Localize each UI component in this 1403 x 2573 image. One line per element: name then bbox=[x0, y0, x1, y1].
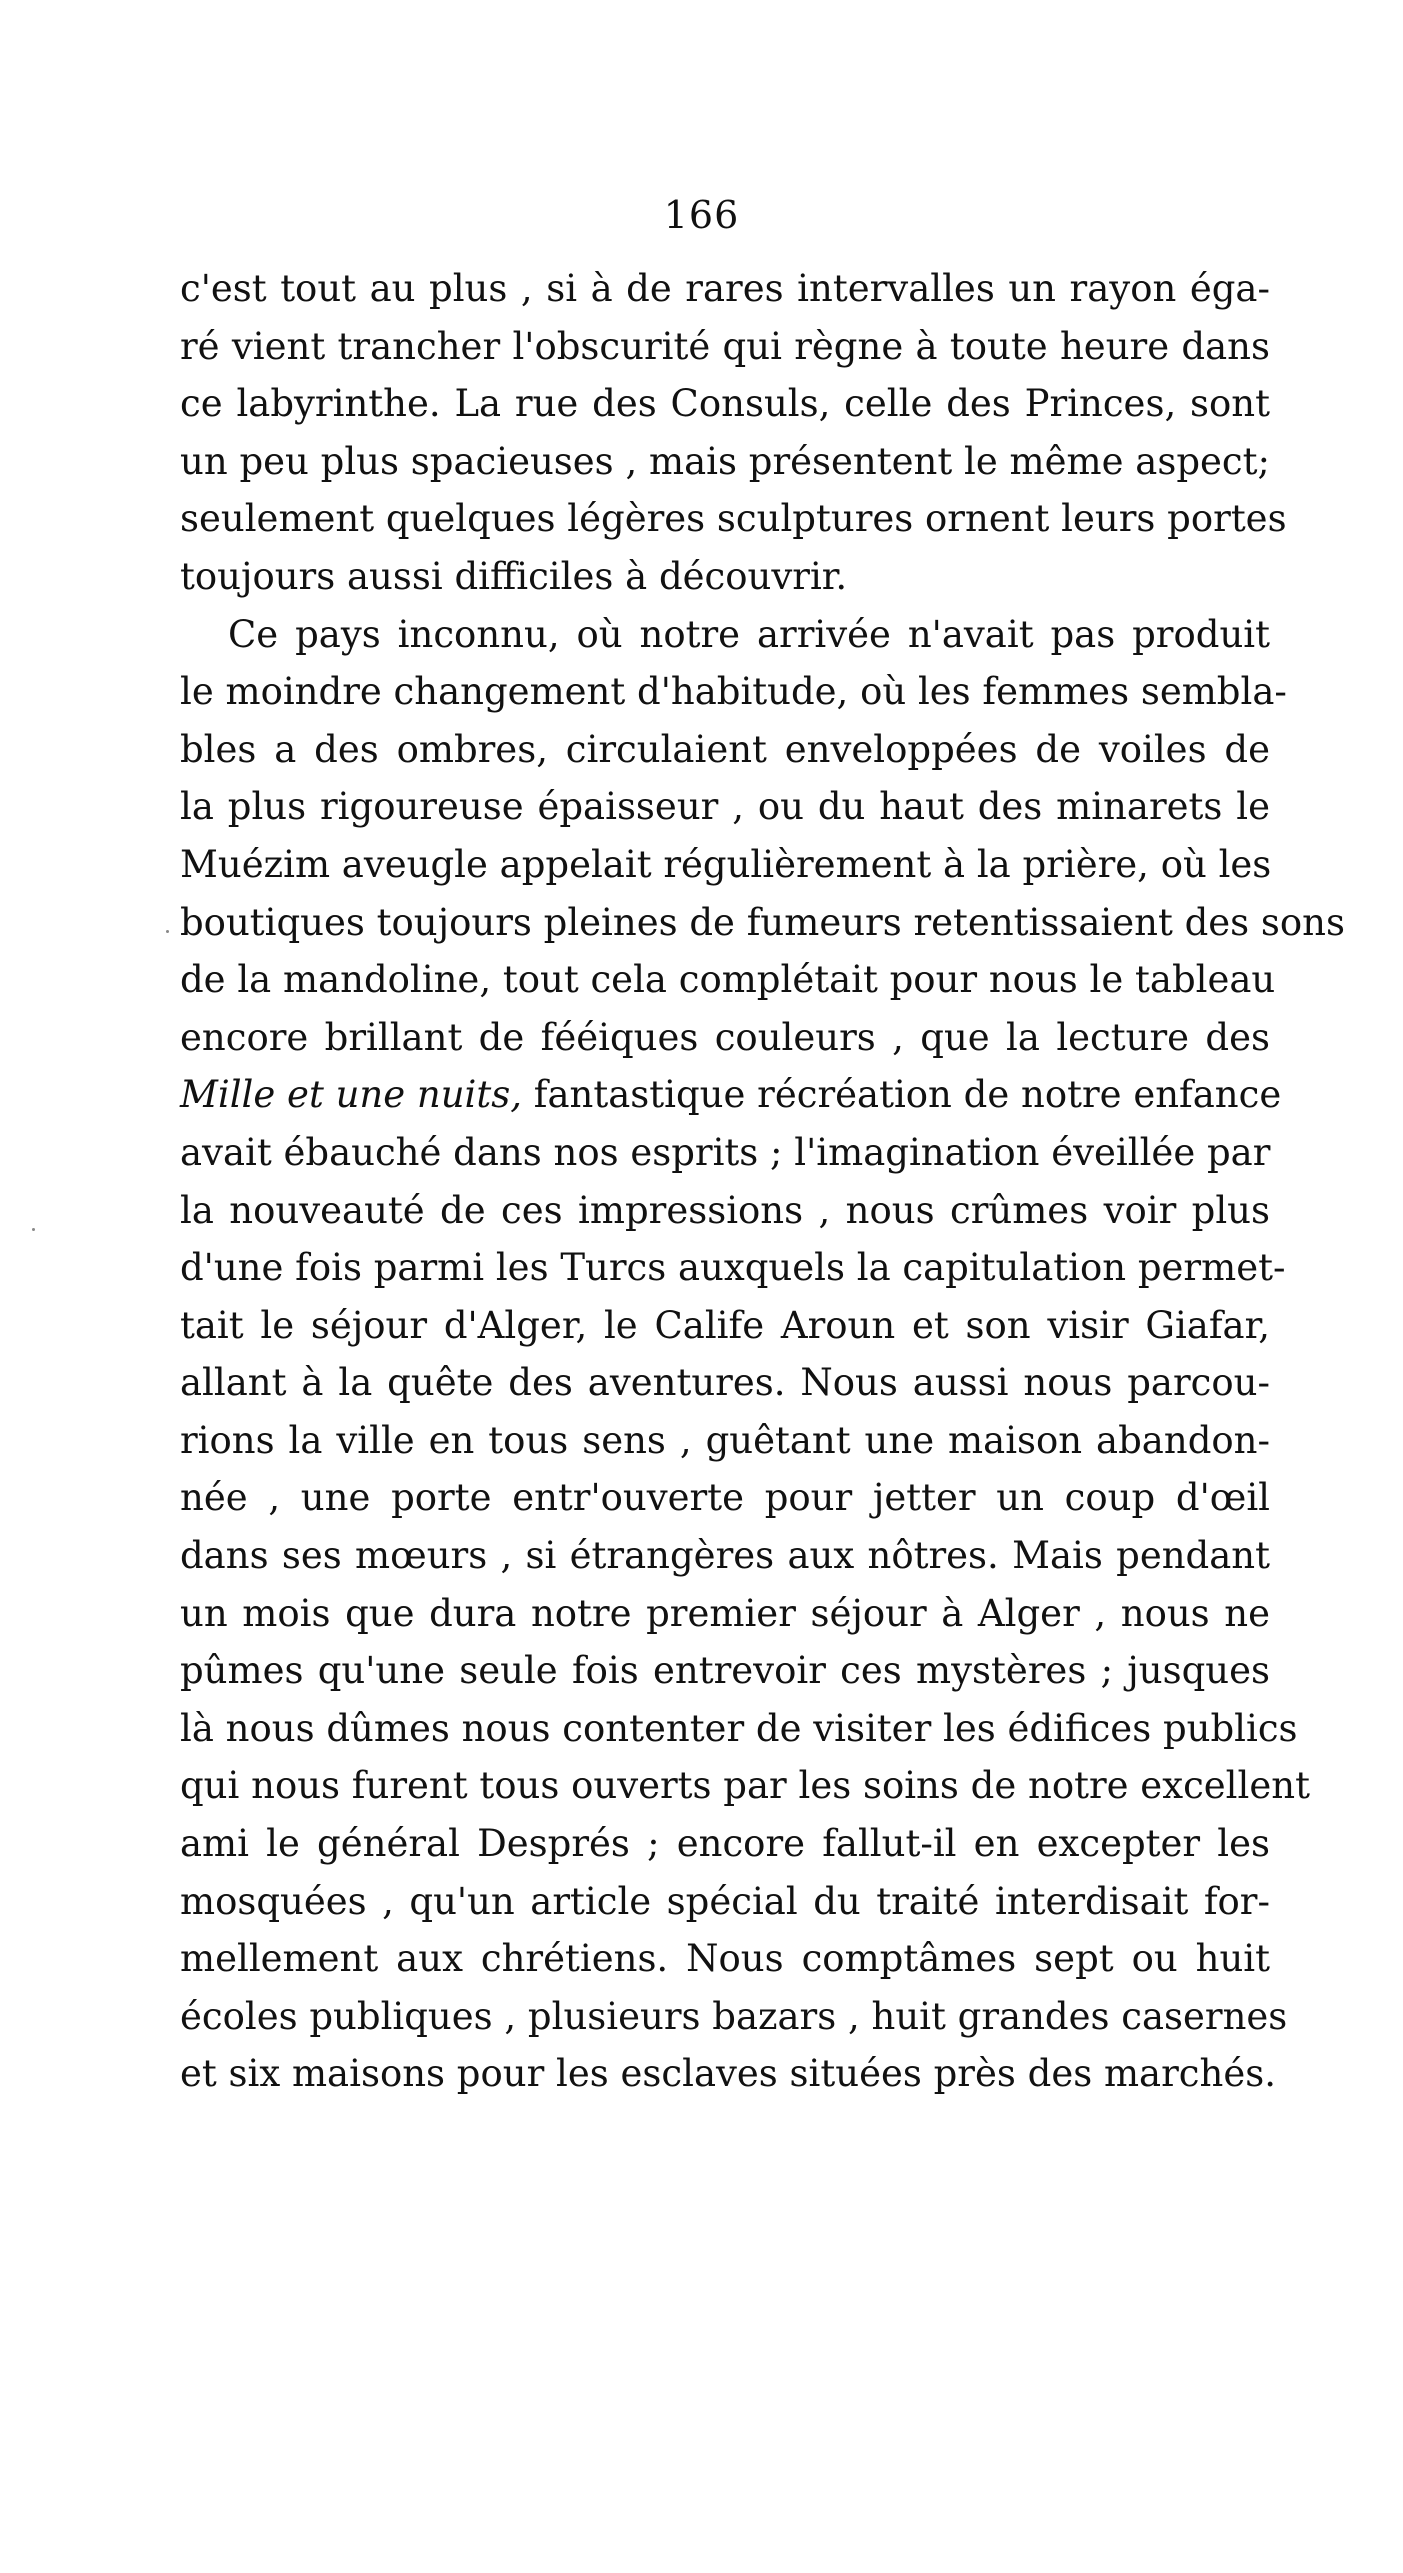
text-line: tait le séjour d'Alger, le Calife Aroun et son visir Giafar, bbox=[180, 1303, 1270, 1347]
text-line: mosquées , qu'un article spécial du traité interdisait for- bbox=[180, 1879, 1270, 1923]
page-speck bbox=[166, 930, 169, 933]
text-line: mellement aux chrétiens. Nous comptâmes sept ou huit bbox=[180, 1937, 1270, 1981]
text-line: née , une porte entr'ouverte pour jetter un coup d'œil bbox=[180, 1476, 1270, 1520]
text-line bbox=[180, 1066, 1282, 1124]
text-line: encore brillant de fééiques couleurs , que la lecture des bbox=[180, 1015, 1270, 1059]
text-line: Muézim aveugle appelait régulièrement à la prière, où les bbox=[180, 842, 1272, 886]
text-line: boutiques toujours pleines de fumeurs retentissaient des sons bbox=[180, 900, 1345, 944]
text-line: ami le général Després ; encore fallut-il en excepter les bbox=[180, 1822, 1270, 1866]
text-line: avait ébauché dans nos esprits ; l'imagination éveillée par bbox=[180, 1130, 1271, 1174]
text-line-rest: fantastique récréation de notre enfance bbox=[522, 1073, 1282, 1117]
body-text bbox=[180, 260, 1345, 2103]
text-line: d'une fois parmi les Turcs auxquels la capitulation permet- bbox=[180, 1246, 1286, 1290]
text-line: bles a des ombres, circulaient enveloppées de voiles de bbox=[180, 727, 1270, 771]
text-line: la plus rigoureuse épaisseur , ou du haut des minarets le bbox=[180, 785, 1270, 829]
text-line: c'est tout au plus , si à de rares intervalles un rayon éga- bbox=[180, 267, 1270, 310]
text-line: là nous dûmes nous contenter de visiter les édifices publics bbox=[180, 1706, 1298, 1750]
text-line: rions la ville en tous sens , guêtant une maison abandon- bbox=[180, 1418, 1270, 1462]
text-line: un mois que dura notre premier séjour à Alger , nous ne bbox=[180, 1591, 1270, 1635]
text-line: de la mandoline, tout cela complétait pour nous le tableau bbox=[180, 958, 1276, 1002]
text-line: toujours aussi difficiles à découvrir. bbox=[180, 554, 848, 598]
text-line: le moindre changement d'habitude, où les femmes sembla- bbox=[180, 670, 1287, 714]
text-line: la nouveauté de ces impressions , nous crûmes voir plus bbox=[180, 1188, 1270, 1232]
text-line: qui nous furent tous ouverts par les soins de notre excellent bbox=[180, 1764, 1310, 1808]
text-line: ré vient trancher l'obscurité qui règne à toute heure dans bbox=[180, 324, 1270, 368]
page-number: 166 bbox=[663, 193, 740, 237]
text-line: écoles publiques , plusieurs bazars , huit grandes casernes bbox=[180, 1994, 1288, 2038]
page-speck bbox=[32, 1228, 35, 1231]
book-title-italic: Mille et une nuits, bbox=[180, 1073, 522, 1117]
text-line: ce labyrinthe. La rue des Consuls, celle des Princes, sont bbox=[180, 382, 1270, 426]
text-line: et six maisons pour les esclaves situées près des marchés. bbox=[180, 2052, 1276, 2096]
text-line: allant à la quête des aventures. Nous aussi nous parcou- bbox=[180, 1361, 1270, 1405]
text-line: seulement quelques légères sculptures ornent leurs portes bbox=[180, 497, 1287, 541]
text-line: dans ses mœurs , si étrangères aux nôtres. Mais pendant bbox=[180, 1534, 1270, 1578]
text-line: pûmes qu'une seule fois entrevoir ces mystères ; jusques bbox=[180, 1649, 1270, 1693]
text-line: Ce pays inconnu, où notre arrivée n'avait pas produit bbox=[228, 612, 1270, 656]
text-line: un peu plus spacieuses , mais présentent le même aspect; bbox=[180, 439, 1270, 483]
